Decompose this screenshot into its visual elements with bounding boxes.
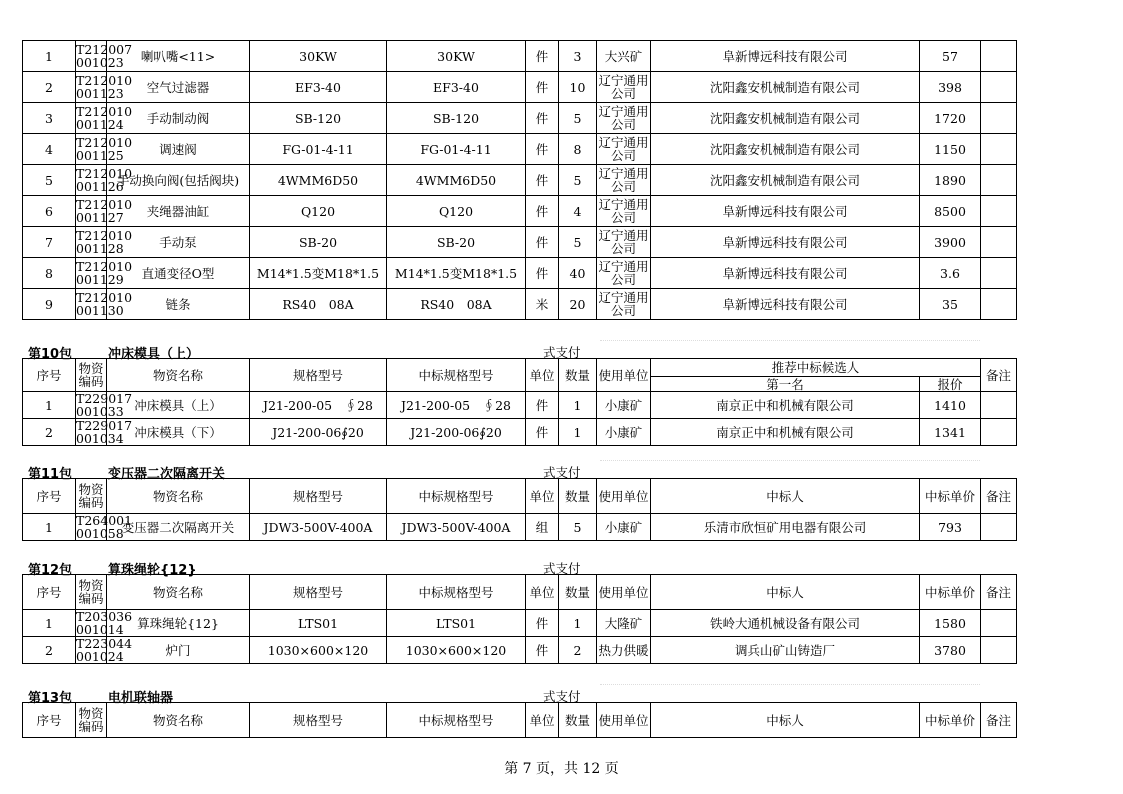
cell-qty: 8: [559, 134, 597, 165]
payment-label: 式支付: [543, 561, 581, 576]
cell-spec: J21-200-06∮20: [250, 419, 387, 446]
cell-dept: 辽宁通用公司: [598, 259, 649, 287]
col-note: 备注: [981, 359, 1017, 392]
cell-name: 手动泵: [107, 227, 250, 258]
cell-winner: 阜新博远科技有限公司: [651, 196, 920, 227]
cell-qty: 5: [559, 165, 597, 196]
cell-price: 3.6: [920, 258, 981, 289]
cell-code: T212010 001127: [76, 197, 133, 225]
cell-name: 直通变径O型: [107, 258, 250, 289]
cell-dept: 大隆矿: [597, 610, 651, 637]
col-unit: 单位: [526, 703, 559, 738]
cell-spec: EF3-40: [250, 72, 387, 103]
cell-spec: Q120: [250, 196, 387, 227]
col-winner: 中标人: [651, 575, 920, 610]
col-name: 物资名称: [107, 703, 250, 738]
cell-qty: 1: [559, 610, 597, 637]
cell-bid-spec: EF3-40: [387, 72, 526, 103]
col-name: 物资名称: [107, 479, 250, 514]
cell-dept: 小康矿: [597, 392, 651, 419]
faint-line: [600, 340, 980, 343]
table-row: [23, 289, 1017, 320]
cell-winner: 沈阳鑫安机械制造有限公司: [651, 72, 920, 103]
cell-name: 喇叭嘴<11>: [107, 41, 250, 72]
col-no: 序号: [23, 703, 76, 738]
cell-unit: 件: [526, 196, 559, 227]
package-label: 第12包: [28, 563, 73, 578]
cell-note: [981, 196, 1017, 227]
cell-dept: 热力供暖: [597, 637, 651, 664]
cell-code: T223044 001024: [76, 636, 133, 664]
cell-dept: 辽宁通用公司: [598, 228, 649, 256]
col-winner: 中标人: [651, 479, 920, 514]
cell-qty: 1: [559, 392, 597, 419]
cell-code: T264001 001058: [76, 513, 133, 541]
cell-dept: 辽宁通用公司: [598, 197, 649, 225]
col-qty: 数量: [559, 703, 597, 738]
cell-bid-spec: RS40 08A: [387, 289, 526, 320]
cell-winner: 沈阳鑫安机械制造有限公司: [651, 165, 920, 196]
cell-winner: 阜新博远科技有限公司: [651, 258, 920, 289]
payment-label: 式支付: [543, 465, 581, 480]
col-code: 物资编码: [76, 703, 107, 738]
cell-winner: 阜新博远科技有限公司: [651, 41, 920, 72]
cell-spec: 4WMM6D50: [250, 165, 387, 196]
cell-price: 1580: [920, 610, 981, 637]
col-unit: 单位: [526, 575, 559, 610]
cell-qty: 20: [559, 289, 597, 320]
table-row: [23, 419, 1017, 446]
cell-name: 冲床模具（下）: [107, 419, 250, 446]
package-label: 第13包: [28, 691, 73, 706]
cell-bid-spec: 4WMM6D50: [387, 165, 526, 196]
cell-bid-spec: SB-120: [387, 103, 526, 134]
package-11-table: [22, 478, 1017, 541]
cell-dept: 辽宁通用公司: [598, 135, 649, 163]
cell-name: 空气过滤器: [107, 72, 250, 103]
cell-note: [981, 392, 1017, 419]
col-spec: 规格型号: [250, 359, 387, 392]
cell-name: 炉门: [107, 637, 250, 664]
cell-code: T212010 001124: [76, 104, 133, 132]
header-row: [23, 703, 1017, 738]
cell-qty: 4: [559, 196, 597, 227]
table-row: [23, 72, 1017, 103]
cell-no: 9: [23, 289, 76, 320]
cell-price: 1150: [920, 134, 981, 165]
cell-code: T212010 001125: [76, 135, 133, 163]
cell-bid-spec: Q120: [387, 196, 526, 227]
cell-name: 手动制动阀: [107, 103, 250, 134]
cell-note: [981, 610, 1017, 637]
cell-price: 8500: [920, 196, 981, 227]
cell-dept: 辽宁通用公司: [598, 73, 649, 101]
cell-dept: 辽宁通用公司: [598, 290, 649, 318]
cell-no: 2: [23, 637, 76, 664]
col-qty: 数量: [559, 479, 597, 514]
cell-bid-spec: FG-01-4-11: [387, 134, 526, 165]
cell-bid-spec: 30KW: [387, 41, 526, 72]
cell-qty: 1: [559, 419, 597, 446]
cell-no: 3: [23, 103, 76, 134]
cell-note: [981, 419, 1017, 446]
cell-no: 2: [23, 419, 76, 446]
cell-unit: 件: [526, 610, 559, 637]
col-name: 物资名称: [107, 359, 250, 392]
cell-spec: JDW3-500V-400A: [250, 514, 387, 541]
col-first: 第一名: [651, 377, 920, 392]
cell-no: 7: [23, 227, 76, 258]
col-spec: 规格型号: [250, 479, 387, 514]
col-spec: 规格型号: [250, 703, 387, 738]
package-12-body: [23, 610, 1017, 664]
cell-code: T229017 001034: [76, 418, 133, 446]
header-row: [23, 575, 1017, 610]
package-title: 算珠绳轮{12}: [108, 563, 197, 578]
cell-name: 算珠绳轮{12}: [107, 610, 250, 637]
cell-unit: 件: [526, 227, 559, 258]
cell-unit: 件: [526, 637, 559, 664]
table-row: [23, 134, 1017, 165]
cell-bid-spec: J21-200-06∮20: [387, 419, 526, 446]
table-row: [23, 610, 1017, 637]
cell-unit: 件: [526, 392, 559, 419]
cell-winner: 阜新博远科技有限公司: [651, 227, 920, 258]
cell-no: 1: [23, 514, 76, 541]
cell-bid-spec: SB-20: [387, 227, 526, 258]
col-recommend: 推荐中标候选人: [651, 359, 981, 377]
cell-price: 3780: [920, 637, 981, 664]
cell-dept: 辽宁通用公司: [598, 104, 649, 132]
top-table-body: [23, 41, 1017, 320]
cell-qty: 40: [559, 258, 597, 289]
cell-unit: 件: [526, 103, 559, 134]
cell-no: 1: [23, 392, 76, 419]
cell-winner: 沈阳鑫安机械制造有限公司: [651, 134, 920, 165]
cell-spec: LTS01: [250, 610, 387, 637]
cell-name: 冲床模具（上）: [107, 392, 250, 419]
top-table: [22, 40, 1017, 320]
cell-winner: 调兵山矿山铸造厂: [651, 637, 920, 664]
cell-winner: 南京正中和机械有限公司: [651, 419, 920, 446]
cell-code: T212010 001123: [76, 73, 133, 101]
table-row: [23, 41, 1017, 72]
table-row: [23, 227, 1017, 258]
cell-winner: 沈阳鑫安机械制造有限公司: [651, 103, 920, 134]
cell-bid-spec: M14*1.5变M18*1.5: [387, 258, 526, 289]
cell-qty: 5: [559, 227, 597, 258]
cell-price: 3900: [920, 227, 981, 258]
cell-note: [981, 258, 1017, 289]
cell-code: T212010 001130: [76, 290, 133, 318]
col-code: 物资编码: [76, 479, 107, 514]
cell-price: 1410: [920, 392, 981, 419]
cell-price: 398: [920, 72, 981, 103]
cell-note: [981, 165, 1017, 196]
cell-name: 链条: [107, 289, 250, 320]
col-bid-spec: 中标规格型号: [387, 703, 526, 738]
cell-spec: SB-120: [250, 103, 387, 134]
cell-unit: 件: [526, 41, 559, 72]
cell-bid-spec: LTS01: [387, 610, 526, 637]
cell-bid-spec: JDW3-500V-400A: [387, 514, 526, 541]
cell-unit: 组: [526, 514, 559, 541]
table-row: [23, 258, 1017, 289]
col-bid-spec: 中标规格型号: [387, 359, 526, 392]
cell-price: 1890: [920, 165, 981, 196]
table-row: [23, 103, 1017, 134]
cell-no: 2: [23, 72, 76, 103]
cell-note: [981, 41, 1017, 72]
col-quote: 报价: [920, 377, 981, 392]
col-price: 中标单价: [920, 575, 981, 610]
payment-label: 式支付: [543, 345, 581, 360]
cell-winner: 南京正中和机械有限公司: [651, 392, 920, 419]
col-winner: 中标人: [651, 703, 920, 738]
cell-dept: 辽宁通用公司: [598, 166, 649, 194]
cell-dept: 小康矿: [597, 514, 651, 541]
col-code: 物资编码: [76, 359, 107, 392]
cell-bid-spec: J21-200-05 ∮28: [387, 392, 526, 419]
cell-spec: 1030×600×120: [250, 637, 387, 664]
package-10-body: [23, 392, 1017, 446]
package-title: 变压器二次隔离开关: [108, 467, 226, 482]
cell-note: [981, 72, 1017, 103]
cell-note: [981, 289, 1017, 320]
cell-dept: 小康矿: [597, 419, 651, 446]
faint-line: [600, 460, 980, 463]
col-name: 物资名称: [107, 575, 250, 610]
col-no: 序号: [23, 359, 76, 392]
col-dept: 使用单位: [597, 359, 651, 392]
table-row: [23, 637, 1017, 664]
cell-bid-spec: 1030×600×120: [387, 637, 526, 664]
cell-spec: RS40 08A: [250, 289, 387, 320]
package-label: 第11包: [28, 467, 73, 482]
cell-unit: 件: [526, 165, 559, 196]
table-row: [23, 514, 1017, 541]
cell-no: 8: [23, 258, 76, 289]
cell-code: T212010 001129: [76, 259, 133, 287]
package-13-table: [22, 702, 1017, 738]
cell-winner: 铁岭大通机械设备有限公司: [651, 610, 920, 637]
col-qty: 数量: [559, 575, 597, 610]
cell-unit: 米: [526, 289, 559, 320]
page-footer: 第 7 页，共 12 页: [504, 761, 619, 777]
package-11-body: [23, 514, 1017, 541]
payment-label: 式支付: [543, 689, 581, 704]
table-row: [23, 392, 1017, 419]
package-label: 第10包: [28, 347, 73, 362]
cell-code: T212007 001023: [76, 42, 133, 70]
cell-winner: 乐清市欣恒矿用电器有限公司: [651, 514, 920, 541]
table-row: [23, 196, 1017, 227]
cell-no: 6: [23, 196, 76, 227]
header-row: [23, 359, 1017, 377]
col-dept: 使用单位: [597, 479, 651, 514]
col-dept: 使用单位: [597, 575, 651, 610]
cell-qty: 2: [559, 637, 597, 664]
col-price: 中标单价: [920, 703, 981, 738]
cell-spec: SB-20: [250, 227, 387, 258]
cell-note: [981, 134, 1017, 165]
cell-spec: M14*1.5变M18*1.5: [250, 258, 387, 289]
cell-code: T203036 001014: [76, 609, 133, 637]
cell-name: 夹绳器油缸: [107, 196, 250, 227]
cell-qty: 3: [559, 41, 597, 72]
package-title: 电机联轴器: [108, 691, 174, 706]
cell-spec: J21-200-05 ∮28: [250, 392, 387, 419]
cell-no: 1: [23, 41, 76, 72]
cell-no: 4: [23, 134, 76, 165]
cell-no: 1: [23, 610, 76, 637]
cell-note: [981, 227, 1017, 258]
cell-spec: 30KW: [250, 41, 387, 72]
cell-note: [981, 103, 1017, 134]
header-row: [23, 479, 1017, 514]
cell-winner: 阜新博远科技有限公司: [651, 289, 920, 320]
package-10-table: [22, 358, 1017, 446]
cell-note: [981, 514, 1017, 541]
col-unit: 单位: [526, 479, 559, 514]
col-spec: 规格型号: [250, 575, 387, 610]
cell-price: 35: [920, 289, 981, 320]
cell-name: 调速阀: [107, 134, 250, 165]
cell-name: 变压器二次隔离开关: [107, 514, 250, 541]
cell-dept: 大兴矿: [597, 41, 651, 72]
col-qty: 数量: [559, 359, 597, 392]
cell-unit: 件: [526, 72, 559, 103]
col-no: 序号: [23, 575, 76, 610]
cell-price: 1341: [920, 419, 981, 446]
faint-line: [600, 684, 980, 687]
cell-qty: 5: [559, 103, 597, 134]
cell-code: T229017 001033: [76, 391, 133, 419]
col-bid-spec: 中标规格型号: [387, 479, 526, 514]
col-code: 物资编码: [76, 575, 107, 610]
cell-note: [981, 637, 1017, 664]
cell-price: 57: [920, 41, 981, 72]
table-row: [23, 165, 1017, 196]
cell-qty: 5: [559, 514, 597, 541]
cell-code: T212010 001128: [76, 228, 133, 256]
cell-price: 1720: [920, 103, 981, 134]
col-no: 序号: [23, 479, 76, 514]
col-note: 备注: [981, 575, 1017, 610]
package-title: 冲床模具（上）: [108, 347, 200, 362]
cell-spec: FG-01-4-11: [250, 134, 387, 165]
col-dept: 使用单位: [597, 703, 651, 738]
col-unit: 单位: [526, 359, 559, 392]
cell-unit: 件: [526, 258, 559, 289]
col-price: 中标单价: [920, 479, 981, 514]
cell-price: 793: [920, 514, 981, 541]
col-bid-spec: 中标规格型号: [387, 575, 526, 610]
cell-unit: 件: [526, 419, 559, 446]
col-note: 备注: [981, 703, 1017, 738]
col-note: 备注: [981, 479, 1017, 514]
cell-code: T212010 001126: [76, 166, 133, 194]
cell-no: 5: [23, 165, 76, 196]
cell-name: 手动换向阀(包括阀块): [107, 165, 250, 196]
package-12-table: [22, 574, 1017, 664]
cell-unit: 件: [526, 134, 559, 165]
cell-qty: 10: [559, 72, 597, 103]
